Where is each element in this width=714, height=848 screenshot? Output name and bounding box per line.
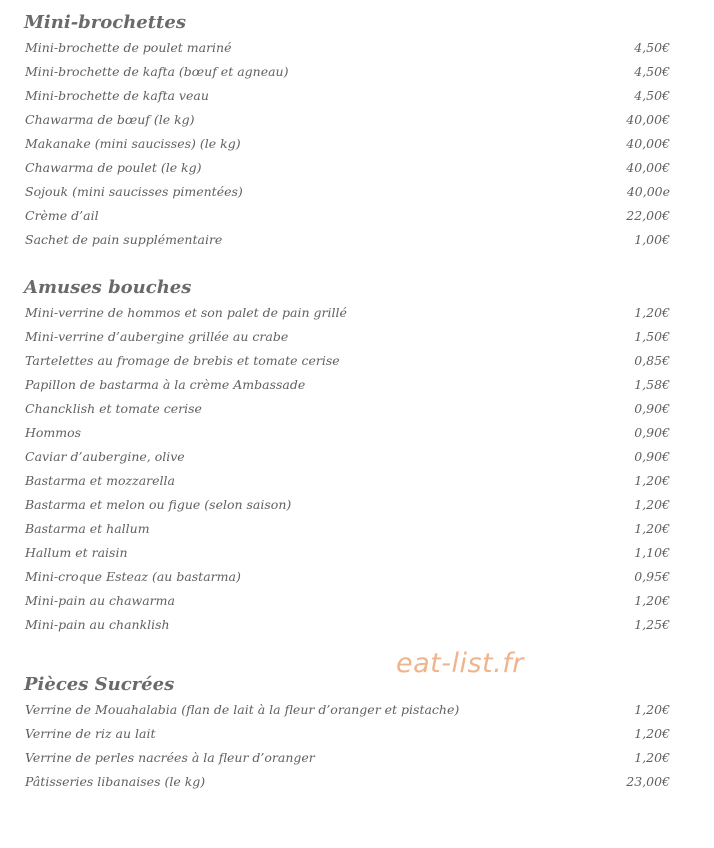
menu-item [24, 132, 684, 156]
menu-item-price: 1,20€ [634, 305, 670, 320]
menu-item-name: Tartelettes au fromage de brebis et tomate cerise [25, 353, 340, 368]
menu-item [24, 589, 684, 613]
menu-item-price: 40,00e [626, 184, 670, 199]
menu-item-name: Mini-pain au chawarma [25, 593, 175, 608]
menu-list [24, 36, 684, 252]
menu-item [24, 373, 684, 397]
section-title: Mini-brochettes [24, 12, 186, 33]
menu-item-price: 40,00€ [626, 160, 670, 175]
menu-item-name: Chawarma de bœuf (le kg) [25, 112, 195, 127]
menu-item-price: 1,20€ [634, 750, 670, 765]
menu-item [24, 349, 684, 373]
menu-item-price: 40,00€ [626, 136, 670, 151]
menu-item [24, 517, 684, 541]
menu-item [24, 108, 684, 132]
watermark-logo: eat-list.fr [396, 648, 524, 679]
menu-item-name: Verrine de riz au lait [25, 726, 156, 741]
menu-item-price: 1,20€ [634, 521, 670, 536]
section-mini-brochettes [24, 10, 684, 252]
menu-item [24, 325, 684, 349]
menu-item-name: Hallum et raisin [25, 545, 128, 560]
menu-item-price: 1,00€ [634, 232, 670, 247]
menu-item-name: Chancklish et tomate cerise [25, 401, 202, 416]
menu-item [24, 156, 684, 180]
menu-item [24, 469, 684, 493]
menu-item-name: Pâtisseries libanaises (le kg) [25, 774, 206, 789]
menu-item-name: Papillon de bastarma à la crème Ambassade [25, 377, 306, 392]
menu-item [24, 613, 684, 637]
menu-item [24, 301, 684, 325]
menu-item-price: 0,90€ [634, 425, 670, 440]
menu-item-name: Mini-brochette de kafta veau [25, 88, 209, 103]
menu-item-name: Mini-verrine d’aubergine grillée au crabe [25, 329, 289, 344]
menu-item [24, 228, 684, 252]
menu-item [24, 180, 684, 204]
menu-item-price: 1,10€ [634, 545, 670, 560]
menu-item-name: Caviar d’aubergine, olive [25, 449, 185, 464]
menu-item-price: 4,50€ [634, 64, 670, 79]
menu-item-name: Mini-brochette de poulet mariné [25, 40, 232, 55]
menu-item-price: 1,50€ [634, 329, 670, 344]
menu-item [24, 84, 684, 108]
section-title: Pièces Sucrées [24, 674, 175, 695]
menu-list [24, 301, 684, 637]
menu-item-name: Sachet de pain supplémentaire [25, 232, 223, 247]
section-pieces-sucrees [24, 672, 684, 794]
menu-item [24, 698, 684, 722]
menu-item [24, 565, 684, 589]
menu-item-name: Mini-brochette de kafta (bœuf et agneau) [25, 64, 289, 79]
menu-item-price: 0,95€ [634, 569, 670, 584]
menu-item-price: 0,90€ [634, 449, 670, 464]
menu-item [24, 421, 684, 445]
menu-item [24, 746, 684, 770]
menu-item-name: Bastarma et mozzarella [25, 473, 175, 488]
menu-item-name: Bastarma et hallum [25, 521, 150, 536]
menu-item-price: 1,20€ [634, 497, 670, 512]
menu-item [24, 36, 684, 60]
menu-item-price: 1,20€ [634, 726, 670, 741]
menu-item-name: Mini-croque Esteaz (au bastarma) [25, 569, 241, 584]
menu-item-name: Makanake (mini saucisses) (le kg) [25, 136, 241, 151]
menu-item-price: 1,20€ [634, 593, 670, 608]
menu-item-price: 22,00€ [626, 208, 670, 223]
menu-item-name: Mini-pain au chanklish [25, 617, 170, 632]
menu-item-name: Crème d’ail [25, 208, 99, 223]
menu-item [24, 397, 684, 421]
menu-item-price: 1,58€ [634, 377, 670, 392]
menu-item [24, 60, 684, 84]
menu-item-price: 23,00€ [626, 774, 670, 789]
menu-item-name: Chawarma de poulet (le kg) [25, 160, 202, 175]
menu-list [24, 698, 684, 794]
menu-item-price: 1,20€ [634, 702, 670, 717]
menu-item-price: 4,50€ [634, 40, 670, 55]
section-amuses-bouches [24, 275, 684, 637]
menu-item [24, 541, 684, 565]
menu-item-name: Verrine de perles nacrées à la fleur d’oranger [25, 750, 315, 765]
menu-item [24, 770, 684, 794]
menu-item-price: 4,50€ [634, 88, 670, 103]
menu-item-price: 1,25€ [634, 617, 670, 632]
menu-item-price: 0,85€ [634, 353, 670, 368]
menu-item-price: 40,00€ [626, 112, 670, 127]
menu-item-price: 0,90€ [634, 401, 670, 416]
section-title: Amuses bouches [24, 277, 192, 298]
menu-item-name: Hommos [25, 425, 82, 440]
menu-item [24, 493, 684, 517]
menu-item-name: Bastarma et melon ou figue (selon saison) [25, 497, 292, 512]
menu-item [24, 445, 684, 469]
menu-item-name: Verrine de Mouahalabia (flan de lait à la fleur d’oranger et pistache) [25, 702, 460, 717]
menu-item-name: Sojouk (mini saucisses pimentées) [25, 184, 243, 199]
menu-item-name: Mini-verrine de hommos et son palet de pain grillé [25, 305, 347, 320]
menu-item [24, 722, 684, 746]
menu-item [24, 204, 684, 228]
menu-item-price: 1,20€ [634, 473, 670, 488]
